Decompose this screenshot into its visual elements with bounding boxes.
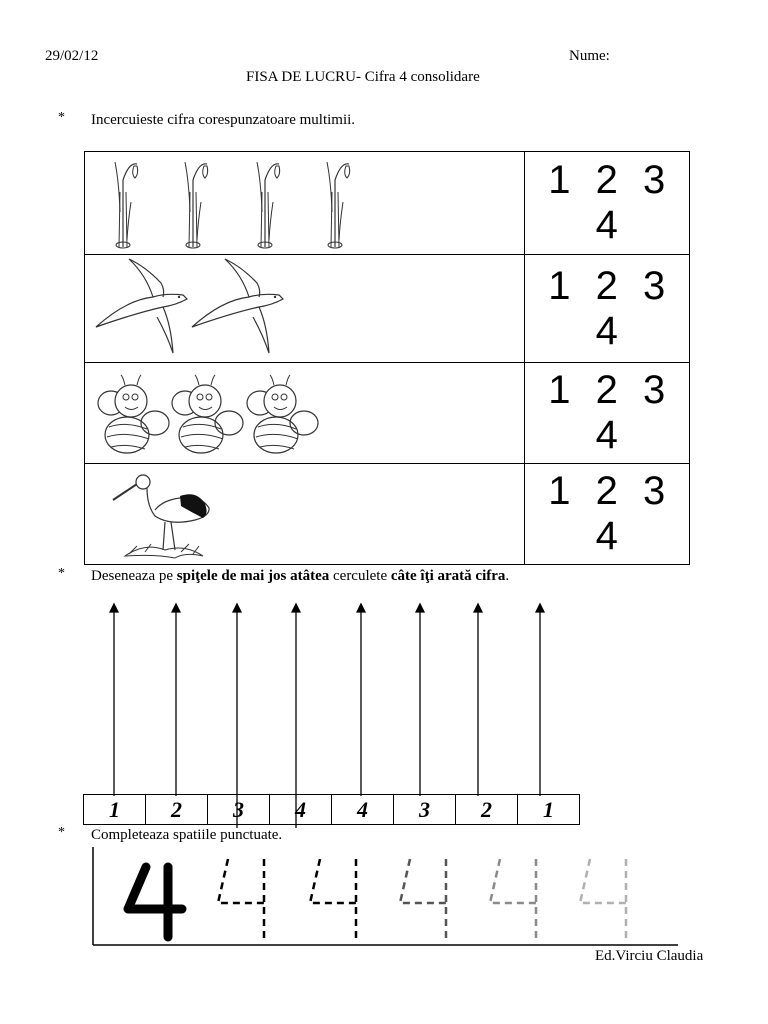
exercise3-instruction: Completeaza spatiile punctuate. bbox=[91, 827, 283, 843]
digit-cell: 2 bbox=[146, 795, 208, 825]
trace-four-icon[interactable] bbox=[580, 859, 630, 943]
bullet-3: * bbox=[58, 825, 65, 840]
instruction-text: Deseneaza pe bbox=[91, 568, 177, 584]
instruction-text: . bbox=[505, 568, 510, 584]
digit-cell: 1 bbox=[518, 795, 580, 825]
big-digit-four-icon bbox=[128, 867, 182, 937]
exercise1-instruction: Incercuieste cifra corespunzatoare multimii. bbox=[91, 112, 356, 128]
tracing-area bbox=[88, 845, 688, 950]
number-choices-1[interactable] bbox=[525, 152, 690, 255]
pictures-cell-snowdrops bbox=[85, 152, 525, 255]
digit-row bbox=[83, 794, 580, 825]
trace-four-icon[interactable] bbox=[310, 859, 360, 943]
bullet-1: * bbox=[58, 110, 65, 125]
instruction-text: cerculete bbox=[329, 568, 391, 584]
digit-cell: 3 bbox=[394, 795, 456, 825]
number-choices-3[interactable] bbox=[525, 363, 690, 464]
instruction-bold: câte îţi arată cifra bbox=[390, 568, 506, 584]
digit-cell: 4 bbox=[332, 795, 394, 825]
number-options[interactable]: 1 2 3 4 bbox=[548, 263, 667, 353]
digit-cell: 3 bbox=[208, 795, 270, 825]
pictures-cell-stork bbox=[85, 464, 525, 565]
trace-four-icon[interactable] bbox=[218, 859, 268, 943]
pictures-cell-swallows bbox=[85, 255, 525, 363]
trace-digits bbox=[218, 859, 630, 943]
author: Ed.Virciu Claudia bbox=[595, 948, 704, 964]
page-title: FISA DE LUCRU- Cifra 4 consolidare bbox=[246, 69, 480, 85]
digit-cell: 1 bbox=[84, 795, 146, 825]
number-options[interactable]: 1 2 3 4 bbox=[548, 158, 667, 247]
exercise1-table bbox=[84, 151, 690, 565]
exercise2-instruction bbox=[91, 568, 509, 585]
trace-four-icon[interactable] bbox=[400, 859, 450, 943]
stork-icon bbox=[85, 464, 526, 565]
bee-group-icon bbox=[85, 363, 526, 464]
number-choices-4[interactable] bbox=[525, 464, 690, 565]
name-label: Nume: bbox=[569, 48, 610, 64]
snowdrop-group-icon bbox=[85, 152, 526, 255]
bullet-2: * bbox=[58, 566, 65, 581]
number-options[interactable]: 1 2 3 4 bbox=[548, 469, 667, 558]
instruction-bold: spiţele de mai jos atâtea bbox=[176, 568, 330, 584]
number-options[interactable]: 1 2 3 4 bbox=[548, 368, 667, 457]
pictures-cell-bees bbox=[85, 363, 525, 464]
trace-four-icon[interactable] bbox=[490, 859, 540, 943]
digit-cell: 4 bbox=[270, 795, 332, 825]
swallow-group-icon bbox=[85, 255, 526, 363]
number-choices-2[interactable] bbox=[525, 255, 690, 363]
date: 29/02/12 bbox=[45, 48, 99, 64]
digit-cell: 2 bbox=[456, 795, 518, 825]
